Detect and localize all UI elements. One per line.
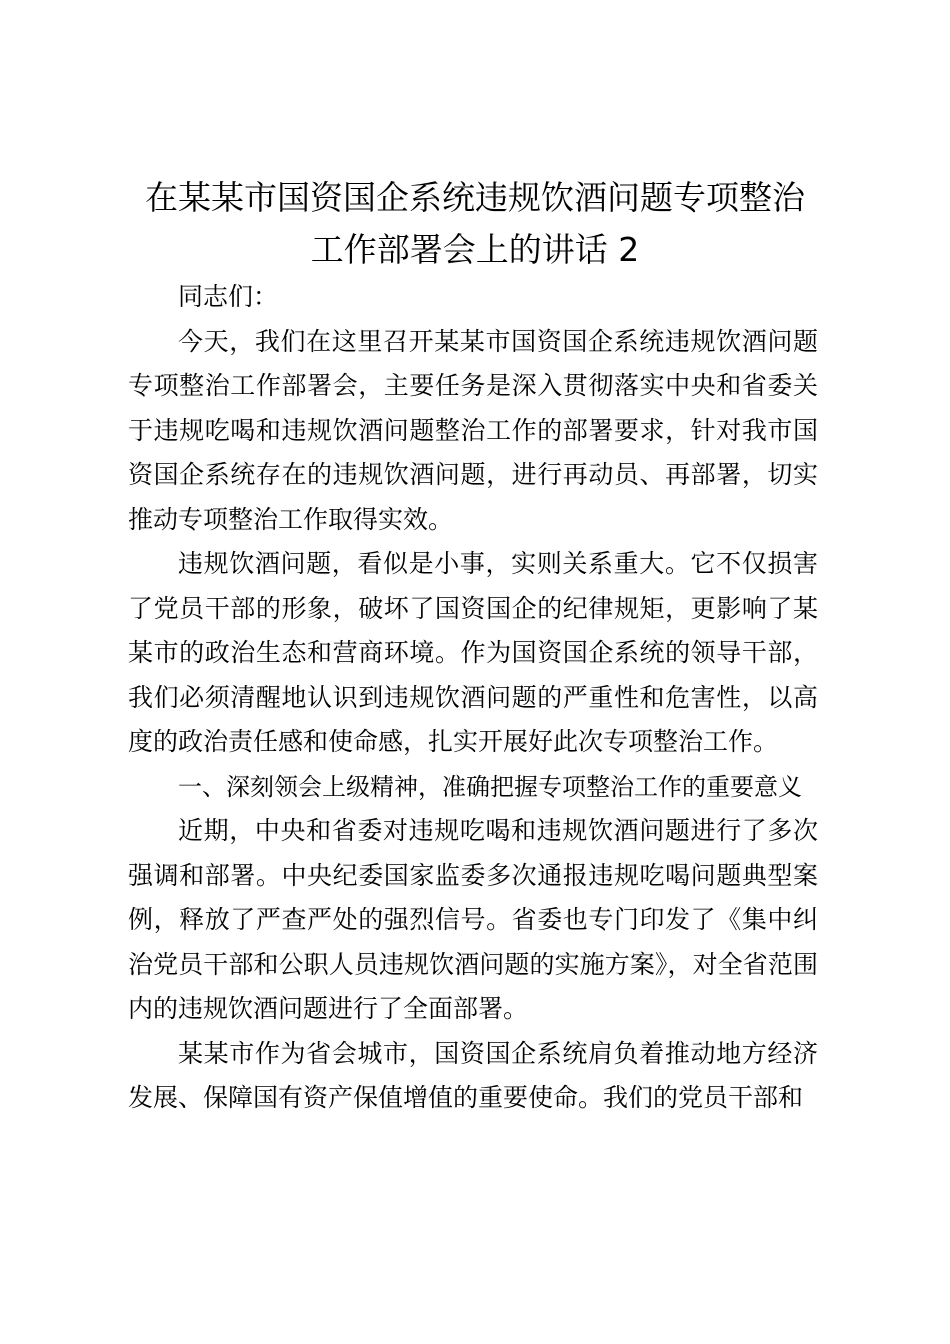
title-line-1: 在某某市国资国企系统违规饮酒问题专项整治: [145, 178, 805, 217]
section-heading: 一、深刻领会上级精神，准确把握专项整治工作的重要意义: [178, 772, 802, 801]
document-body: [128, 275, 818, 1121]
paragraph: 近期，中央和省委对违规吃喝和违规饮酒问题进行了多次强调和部署。中央纪委国家监委多次通报违规吃喝问题典型案例，释放了严查严处的强烈信号。省委也专门印发了《集中纠治党员干部和公职人员违规饮酒问题的实施方案》，对全省范围内的违规饮酒问题进行了全面部署。: [128, 816, 818, 1023]
salutation: 同志们：: [178, 282, 279, 311]
paragraph: 今天，我们在这里召开某某市国资国企系统违规饮酒问题专项整治工作部署会，主要任务是深入贯彻落实中央和省委关于违规吃喝和违规饮酒问题整治工作的部署要求，针对我市国资国企系统存在的违规饮酒问题，进行再动员、再部署，切实推动专项整治工作取得实效。: [128, 326, 818, 534]
paragraph: 违规饮酒问题，看似是小事，实则关系重大。它不仅损害了党员干部的形象，破坏了国资国企的纪律规矩，更影响了某某市的政治生态和营商环境。作为国资国企系统的领导干部，我们必须清醒地认识到违规饮酒问题的严重性和危害性，以高度的政治责任感和使命感，扎实开展好此次专项整治工作。: [128, 549, 818, 756]
paragraph: 某某市作为省会城市，国资国企系统肩负着推动地方经济发展、保障国有资产保值增值的重要使命。我们的党员干部和: [128, 1038, 818, 1112]
title-line-2: 工作部署会上的讲话 2: [310, 230, 640, 269]
document-title: [120, 172, 830, 276]
